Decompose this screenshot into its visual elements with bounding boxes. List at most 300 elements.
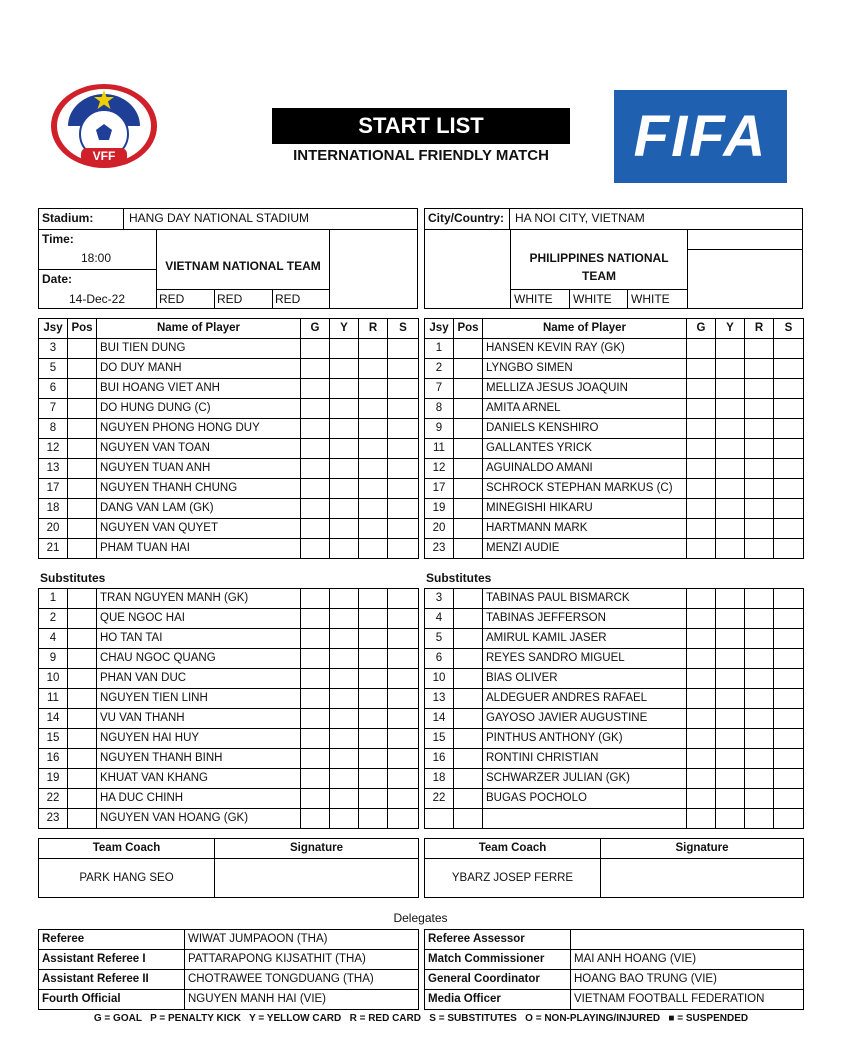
home-subs-row [39, 789, 419, 809]
sub-cell [774, 419, 804, 439]
time-value: 18:00 [81, 251, 112, 265]
position-cell [68, 399, 97, 419]
sub-cell [774, 649, 804, 669]
jersey-number: 15 [425, 729, 454, 749]
home-coach-signature [215, 859, 419, 898]
delegates-title: Delegates [393, 911, 448, 925]
home-subs-row [39, 729, 419, 749]
jersey-number: 7 [425, 379, 454, 399]
sub-cell [388, 649, 419, 669]
delegate-row [425, 930, 804, 950]
yellow-cell [330, 809, 359, 829]
red-cell [359, 669, 388, 689]
red-cell [359, 789, 388, 809]
delegate-role: Referee Assessor [425, 930, 571, 950]
home-subs-row [39, 689, 419, 709]
goal-cell [687, 649, 716, 669]
position-cell [68, 589, 97, 609]
yellow-cell [716, 499, 745, 519]
yellow-cell [716, 439, 745, 459]
home-subs-row [39, 589, 419, 609]
sub-cell [774, 709, 804, 729]
red-cell [745, 499, 774, 519]
player-name: BUI TIEN DUNG [97, 339, 301, 359]
away-starters-row [425, 459, 804, 479]
red-cell [745, 769, 774, 789]
column-header-g: G [301, 319, 330, 339]
goal-cell [687, 519, 716, 539]
position-cell [68, 809, 97, 829]
away-coach-signature [601, 859, 804, 898]
away-starters-table [424, 318, 804, 559]
yellow-cell [330, 439, 359, 459]
position-cell [68, 439, 97, 459]
red-cell [359, 479, 388, 499]
red-cell [745, 709, 774, 729]
goal-cell [301, 379, 330, 399]
delegate-role: Fourth Official [39, 990, 185, 1010]
sub-cell [388, 589, 419, 609]
sub-cell [774, 519, 804, 539]
away-signature-header: Signature [601, 839, 804, 859]
away-kit-shorts: WHITE [573, 292, 612, 306]
red-cell [359, 419, 388, 439]
goal-cell [687, 459, 716, 479]
red-cell [359, 769, 388, 789]
goal-cell [687, 539, 716, 559]
delegate-row [39, 990, 419, 1010]
sub-cell [774, 669, 804, 689]
away-starters-row [425, 439, 804, 459]
sub-cell [388, 479, 419, 499]
yellow-cell [716, 609, 745, 629]
goal-cell [687, 769, 716, 789]
jersey-number: 6 [39, 379, 68, 399]
goal-cell [301, 479, 330, 499]
goal-cell [687, 589, 716, 609]
yellow-cell [716, 709, 745, 729]
sub-cell [388, 789, 419, 809]
home-kit-socks: RED [275, 292, 301, 306]
sub-cell [774, 539, 804, 559]
red-cell [359, 539, 388, 559]
away-starters-row [425, 499, 804, 519]
jersey-number: 10 [39, 669, 68, 689]
player-name [483, 809, 687, 829]
position-cell [68, 479, 97, 499]
jersey-number: 17 [39, 479, 68, 499]
position-cell [454, 499, 483, 519]
jersey-number: 21 [39, 539, 68, 559]
date-value: 14-Dec-22 [69, 292, 126, 306]
vff-logo [48, 82, 160, 170]
delegates-left-table [38, 929, 419, 1010]
jersey-number: 14 [425, 709, 454, 729]
yellow-cell [716, 539, 745, 559]
red-cell [745, 649, 774, 669]
position-cell [454, 399, 483, 419]
position-cell [68, 379, 97, 399]
home-coach-name: PARK HANG SEO [39, 859, 215, 898]
player-name: PHAN VAN DUC [97, 669, 301, 689]
delegate-row [39, 930, 419, 950]
column-header-r: R [745, 319, 774, 339]
sub-cell [774, 379, 804, 399]
jersey-number: 20 [425, 519, 454, 539]
position-cell [68, 339, 97, 359]
player-name: NGUYEN PHONG HONG DUY [97, 419, 301, 439]
home-subs-row [39, 709, 419, 729]
yellow-cell [330, 459, 359, 479]
red-cell [359, 439, 388, 459]
position-cell [68, 359, 97, 379]
position-cell [454, 419, 483, 439]
jersey-number: 2 [425, 359, 454, 379]
jersey-number: 14 [39, 709, 68, 729]
away-kit-socks: WHITE [631, 292, 670, 306]
sub-cell [388, 769, 419, 789]
player-name: DO HUNG DUNG (C) [97, 399, 301, 419]
jersey-number: 8 [39, 419, 68, 439]
player-name: MENZI AUDIE [483, 539, 687, 559]
column-header-name-of-player: Name of Player [483, 319, 687, 339]
yellow-cell [716, 669, 745, 689]
yellow-cell [330, 589, 359, 609]
delegate-row [425, 990, 804, 1010]
away-subs-row [425, 629, 804, 649]
red-cell [359, 339, 388, 359]
sub-cell [388, 539, 419, 559]
sub-cell [388, 439, 419, 459]
player-name: RONTINI CHRISTIAN [483, 749, 687, 769]
yellow-cell [330, 359, 359, 379]
position-cell [454, 359, 483, 379]
player-name: TABINAS JEFFERSON [483, 609, 687, 629]
column-header-g: G [687, 319, 716, 339]
sub-cell [774, 339, 804, 359]
delegate-name: MAI ANH HOANG (VIE) [571, 950, 804, 970]
sub-cell [774, 609, 804, 629]
yellow-cell [716, 399, 745, 419]
sub-cell [388, 339, 419, 359]
jersey-number: 7 [39, 399, 68, 419]
away-starters-row [425, 419, 804, 439]
jersey-number: 11 [425, 439, 454, 459]
player-name: NGUYEN THANH BINH [97, 749, 301, 769]
goal-cell [301, 339, 330, 359]
yellow-cell [716, 689, 745, 709]
home-starters-row [39, 379, 419, 399]
delegates-right-table [424, 929, 804, 1010]
goal-cell [301, 769, 330, 789]
yellow-cell [330, 729, 359, 749]
yellow-cell [716, 649, 745, 669]
delegate-row [39, 950, 419, 970]
home-subs-row [39, 649, 419, 669]
goal-cell [687, 689, 716, 709]
column-header-r: R [359, 319, 388, 339]
goal-cell [687, 609, 716, 629]
red-cell [745, 589, 774, 609]
yellow-cell [716, 519, 745, 539]
player-name: DANIELS KENSHIRO [483, 419, 687, 439]
home-subs-row [39, 749, 419, 769]
goal-cell [301, 809, 330, 829]
away-subs-table [424, 588, 804, 829]
home-subs-row [39, 629, 419, 649]
yellow-cell [330, 789, 359, 809]
legend-text: G = GOAL P = PENALTY KICK Y = YELLOW CARD R = RED CARD S = SUBSTITUTES O = NON-PLAYING/INJURED ■ = SUSPENDED [93, 1013, 749, 1024]
column-header-s: S [388, 319, 419, 339]
position-cell [454, 809, 483, 829]
player-name: AMITA ARNEL [483, 399, 687, 419]
position-cell [68, 649, 97, 669]
red-cell [745, 359, 774, 379]
sub-cell [388, 809, 419, 829]
yellow-cell [716, 809, 745, 829]
goal-cell [687, 439, 716, 459]
yellow-cell [330, 749, 359, 769]
goal-cell [687, 789, 716, 809]
away-starters-row [425, 339, 804, 359]
goal-cell [687, 709, 716, 729]
red-cell [745, 749, 774, 769]
home-team-name: VIETNAM NATIONAL TEAM [165, 259, 321, 273]
away-subs-row [425, 749, 804, 769]
jersey-number: 8 [425, 399, 454, 419]
jersey-number: 9 [425, 419, 454, 439]
position-cell [454, 749, 483, 769]
time-label: Time: [42, 232, 74, 246]
home-starters-row [39, 439, 419, 459]
sub-cell [388, 519, 419, 539]
goal-cell [687, 499, 716, 519]
away-subs-row [425, 609, 804, 629]
away-subs-row [425, 649, 804, 669]
yellow-cell [716, 589, 745, 609]
yellow-cell [716, 769, 745, 789]
sub-cell [774, 789, 804, 809]
sub-cell [388, 379, 419, 399]
sub-cell [388, 359, 419, 379]
player-name: BUI HOANG VIET ANH [97, 379, 301, 399]
player-name: HARTMANN MARK [483, 519, 687, 539]
red-cell [745, 669, 774, 689]
sub-cell [388, 669, 419, 689]
jersey-number: 16 [425, 749, 454, 769]
jersey-number: 1 [39, 589, 68, 609]
player-name: NGUYEN TIEN LINH [97, 689, 301, 709]
red-cell [359, 609, 388, 629]
stadium-value: HANG DAY NATIONAL STADIUM [129, 211, 310, 225]
player-name: CHAU NGOC QUANG [97, 649, 301, 669]
delegate-row [425, 950, 804, 970]
player-name: SCHWARZER JULIAN (GK) [483, 769, 687, 789]
away-subs-row [425, 789, 804, 809]
jersey-number: 20 [39, 519, 68, 539]
away-starters-row [425, 359, 804, 379]
away-coach-name: YBARZ JOSEP FERRE [425, 859, 601, 898]
red-cell [359, 749, 388, 769]
goal-cell [301, 399, 330, 419]
position-cell [68, 519, 97, 539]
player-name: SCHROCK STEPHAN MARKUS (C) [483, 479, 687, 499]
goal-cell [687, 399, 716, 419]
sub-cell [774, 689, 804, 709]
yellow-cell [330, 479, 359, 499]
delegate-role: Assistant Referee II [39, 970, 185, 990]
delegate-role: Media Officer [425, 990, 571, 1010]
goal-cell [301, 789, 330, 809]
jersey-number: 13 [425, 689, 454, 709]
red-cell [745, 609, 774, 629]
jersey-number: 9 [39, 649, 68, 669]
red-cell [745, 689, 774, 709]
delegate-row [425, 970, 804, 990]
sub-cell [388, 609, 419, 629]
jersey-number: 12 [39, 439, 68, 459]
home-subs-table [38, 588, 419, 829]
position-cell [68, 729, 97, 749]
player-name: TRAN NGUYEN MANH (GK) [97, 589, 301, 609]
player-name: NGUYEN HAI HUY [97, 729, 301, 749]
jersey-number: 2 [39, 609, 68, 629]
position-cell [454, 439, 483, 459]
sub-cell [774, 459, 804, 479]
player-name: DANG VAN LAM (GK) [97, 499, 301, 519]
away-subs-row [425, 769, 804, 789]
player-name: BIAS OLIVER [483, 669, 687, 689]
yellow-cell [716, 359, 745, 379]
goal-cell [301, 539, 330, 559]
position-cell [68, 709, 97, 729]
home-subs-row [39, 809, 419, 829]
jersey-number: 18 [39, 499, 68, 519]
jersey-number: 23 [39, 809, 68, 829]
position-cell [454, 379, 483, 399]
player-name: TABINAS PAUL BISMARCK [483, 589, 687, 609]
away-starters-row [425, 539, 804, 559]
red-cell [745, 629, 774, 649]
player-name: MINEGISHI HIKARU [483, 499, 687, 519]
yellow-cell [330, 649, 359, 669]
player-name: HANSEN KEVIN RAY (GK) [483, 339, 687, 359]
jersey-number: 22 [425, 789, 454, 809]
away-table-header [425, 319, 804, 339]
red-cell [359, 589, 388, 609]
home-starters-row [39, 479, 419, 499]
goal-cell [301, 689, 330, 709]
column-header-jsy: Jsy [39, 319, 68, 339]
column-header-name-of-player: Name of Player [97, 319, 301, 339]
goal-cell [687, 669, 716, 689]
home-table-header [39, 319, 419, 339]
away-team-name: PHILIPPINES NATIONAL TEAM [529, 251, 669, 283]
position-cell [454, 689, 483, 709]
goal-cell [301, 459, 330, 479]
goal-cell [301, 519, 330, 539]
delegate-name: HOANG BAO TRUNG (VIE) [571, 970, 804, 990]
sub-cell [388, 749, 419, 769]
player-name: NGUYEN THANH CHUNG [97, 479, 301, 499]
sub-cell [388, 499, 419, 519]
home-starters-table [38, 318, 419, 559]
player-name: PHAM TUAN HAI [97, 539, 301, 559]
goal-cell [301, 709, 330, 729]
red-cell [359, 399, 388, 419]
position-cell [454, 789, 483, 809]
red-cell [359, 809, 388, 829]
yellow-cell [330, 419, 359, 439]
home-coach-header: Team Coach [39, 839, 215, 859]
delegate-role: Referee [39, 930, 185, 950]
fifa-logo: FIFA [614, 90, 787, 183]
player-name: GALLANTES YRICK [483, 439, 687, 459]
yellow-cell [716, 479, 745, 499]
home-starters-row [39, 459, 419, 479]
player-name: BUGAS POCHOLO [483, 789, 687, 809]
position-cell [68, 499, 97, 519]
yellow-cell [330, 769, 359, 789]
jersey-number: 19 [39, 769, 68, 789]
yellow-cell [330, 689, 359, 709]
player-name: HO TAN TAI [97, 629, 301, 649]
red-cell [359, 499, 388, 519]
city-label: City/Country: [428, 211, 504, 225]
away-coach-table [424, 838, 804, 898]
red-cell [359, 709, 388, 729]
red-cell [359, 459, 388, 479]
away-kit-shirt: WHITE [514, 292, 553, 306]
home-subs-row [39, 609, 419, 629]
position-cell [68, 769, 97, 789]
red-cell [359, 519, 388, 539]
goal-cell [687, 339, 716, 359]
column-header-pos: Pos [454, 319, 483, 339]
jersey-number: 19 [425, 499, 454, 519]
player-name: AMIRUL KAMIL JASER [483, 629, 687, 649]
jersey-number: 4 [39, 629, 68, 649]
red-cell [745, 729, 774, 749]
away-info-block [424, 208, 803, 309]
position-cell [454, 609, 483, 629]
sub-cell [774, 749, 804, 769]
red-cell [359, 689, 388, 709]
sub-cell [388, 709, 419, 729]
goal-cell [687, 629, 716, 649]
position-cell [68, 789, 97, 809]
position-cell [68, 539, 97, 559]
away-subs-row [425, 689, 804, 709]
column-header-pos: Pos [68, 319, 97, 339]
sub-cell [388, 459, 419, 479]
sub-cell [388, 689, 419, 709]
goal-cell [301, 749, 330, 769]
delegate-row [39, 970, 419, 990]
jersey-number: 15 [39, 729, 68, 749]
stadium-label: Stadium: [42, 211, 94, 225]
yellow-cell [330, 499, 359, 519]
jersey-number [425, 809, 454, 829]
red-cell [745, 539, 774, 559]
player-name: PINTHUS ANTHONY (GK) [483, 729, 687, 749]
goal-cell [301, 729, 330, 749]
player-name: MELLIZA JESUS JOAQUIN [483, 379, 687, 399]
match-subtitle: INTERNATIONAL FRIENDLY MATCH [293, 147, 549, 164]
goal-cell [687, 479, 716, 499]
date-label: Date: [42, 272, 73, 286]
away-subs-row [425, 669, 804, 689]
